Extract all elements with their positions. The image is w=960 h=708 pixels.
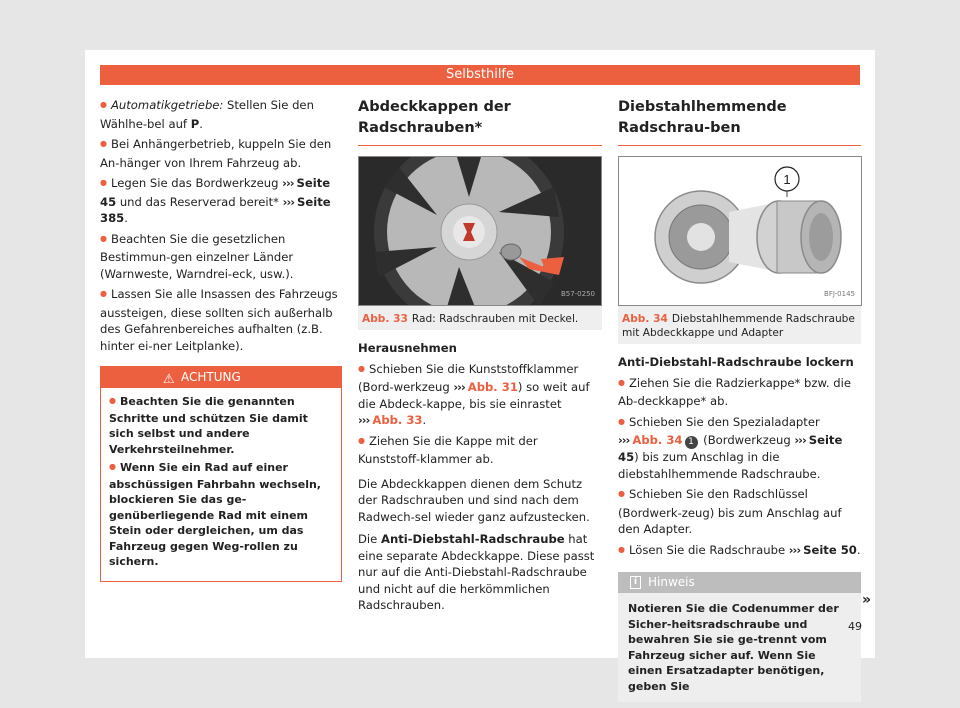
lock-bolt-illustration bbox=[619, 157, 862, 306]
column-3 bbox=[618, 97, 861, 702]
wheel-illustration bbox=[359, 157, 602, 306]
list-item: ● Schieben Sie den Spezialadapter ››› Abb. 34 1 (Bordwerkzeug ››› Seite 45) bis zum Anschlag in die diebstahlhemmende Radschraube. bbox=[618, 414, 861, 483]
list-item: ● Ziehen Sie die Radzierkappe* bzw. die Ab-deckkappe* ab. bbox=[618, 375, 861, 410]
figure-ref-link[interactable]: Abb. 34 bbox=[632, 433, 683, 447]
page-ref-link[interactable]: Seite 45 bbox=[100, 176, 331, 209]
paragraph: Die Anti-Diebstahl-Radschraube hat eine separate Abdeckkappe. Diese passt nur auf die Anti-Diebstahl-Radschraube und nicht auf die herkömmlichen Radschrauben. bbox=[358, 532, 595, 612]
wheel-figure bbox=[358, 156, 602, 306]
list-item: ● Ziehen Sie die Kappe mit der Kunststoff-klammer ab. bbox=[358, 433, 602, 468]
figure-code: B57-0250 bbox=[560, 289, 595, 298]
figure-caption: Abb. 33 Rad: Radschrauben mit Deckel. bbox=[358, 306, 602, 330]
note-title: Hinweis bbox=[648, 575, 695, 589]
info-icon: i bbox=[630, 576, 641, 589]
note-body: Notieren Sie die Codenummer der Sicher-heitsradschraube und bewahren Sie sie ge-trennt vom Fahrzeug sicher auf. Wenn Sie einen Ersatzadapter benötigen, geben Sie bbox=[628, 602, 839, 693]
page-ref-link[interactable]: Seite 385 bbox=[100, 194, 331, 225]
page-number: 49 bbox=[848, 620, 862, 633]
list-item: ● Schieben Sie die Kunststoffklammer (Bord-werkzeug ››› Abb. 31) so weit auf die Abdeck-kappe, bis sie einrastet ››› Abb. 33. bbox=[358, 361, 602, 429]
list-item: ● Legen Sie das Bordwerkzeug ››› Seite 45 und das Reserverad bereit* ››› Seite 385. bbox=[100, 175, 342, 227]
note-box bbox=[618, 572, 861, 702]
list-item: ● Wenn Sie ein Rad auf einer abschüssigen Fahrbahn wechseln, blockieren Sie das ge-genüberliegende Rad mit einem Stein oder dergleichen, um das Fahrzeug gegen Weg-rollen zu sichern. bbox=[109, 460, 333, 570]
subheading: Herausnehmen bbox=[358, 341, 457, 355]
section-title: Abdeckkappen der Radschrauben* bbox=[358, 97, 602, 146]
list-item: ● Schieben Sie den Radschlüssel (Bordwerk-zeug) bis zum Anschlag auf den Adapter. bbox=[618, 486, 861, 538]
note-header bbox=[618, 572, 861, 593]
figure-caption: Abb. 34 Diebstahlhemmende Radschraube mit Abdeckkappe und Adapter bbox=[618, 306, 861, 344]
list-item: ● Automatikgetriebe: Stellen Sie den Wählhe-bel auf P. bbox=[100, 97, 342, 132]
section-title: Diebstahlhemmende Radschrau-ben bbox=[618, 97, 861, 146]
lock-bolt-figure bbox=[618, 156, 862, 306]
list-item: ● Beachten Sie die gesetzlichen Bestimmun-gen einzelner Länder (Warnweste, Warndrei-eck, usw.). bbox=[100, 231, 342, 283]
column-1 bbox=[100, 97, 342, 582]
list-item: ● Beachten Sie die genannten Schritte und schützen Sie damit sich selbst und andere Verkehrsteilnehmer. bbox=[109, 394, 333, 457]
warning-title: ACHTUNG bbox=[181, 370, 241, 384]
list-item: ● Bei Anhängerbetrieb, kuppeln Sie den An-hänger von Ihrem Fahrzeug ab. bbox=[100, 136, 342, 171]
column-2 bbox=[358, 97, 602, 618]
chapter-header: Selbsthilfe bbox=[100, 65, 860, 85]
list-item: ● Lösen Sie die Radschraube ››› Seite 50. bbox=[618, 542, 861, 561]
figure-ref-link[interactable]: Abb. 33 bbox=[372, 413, 423, 427]
figure-code: BFJ-0145 bbox=[824, 289, 855, 298]
paragraph: Die Abdeckkappen dienen dem Schutz der Radschrauben und sind nach dem Radwech-sel wieder ganz aufzustecken. bbox=[358, 476, 590, 524]
page-ref-link[interactable]: Seite 50 bbox=[803, 542, 857, 557]
warning-triangle-icon: ⚠ bbox=[163, 372, 175, 387]
list-item: ● Lassen Sie alle Insassen des Fahrzeugs aussteigen, diese sollten sich außerhalb des Gefahrenbereiches aufhalten (z.B. hinter ei-ner Leitplanke). bbox=[100, 286, 342, 354]
subheading: Anti-Diebstahl-Radschraube lockern bbox=[618, 355, 854, 369]
warning-box bbox=[100, 366, 342, 582]
warning-header bbox=[101, 367, 341, 388]
continue-mark: » bbox=[862, 592, 872, 608]
callout-number-badge: 1 bbox=[685, 436, 698, 449]
figure-ref-link[interactable]: Abb. 31 bbox=[467, 380, 518, 394]
page-ref-link[interactable]: Seite 45 bbox=[618, 433, 843, 464]
figure-callout-number: 1 bbox=[783, 172, 791, 187]
warning-body bbox=[101, 388, 341, 581]
